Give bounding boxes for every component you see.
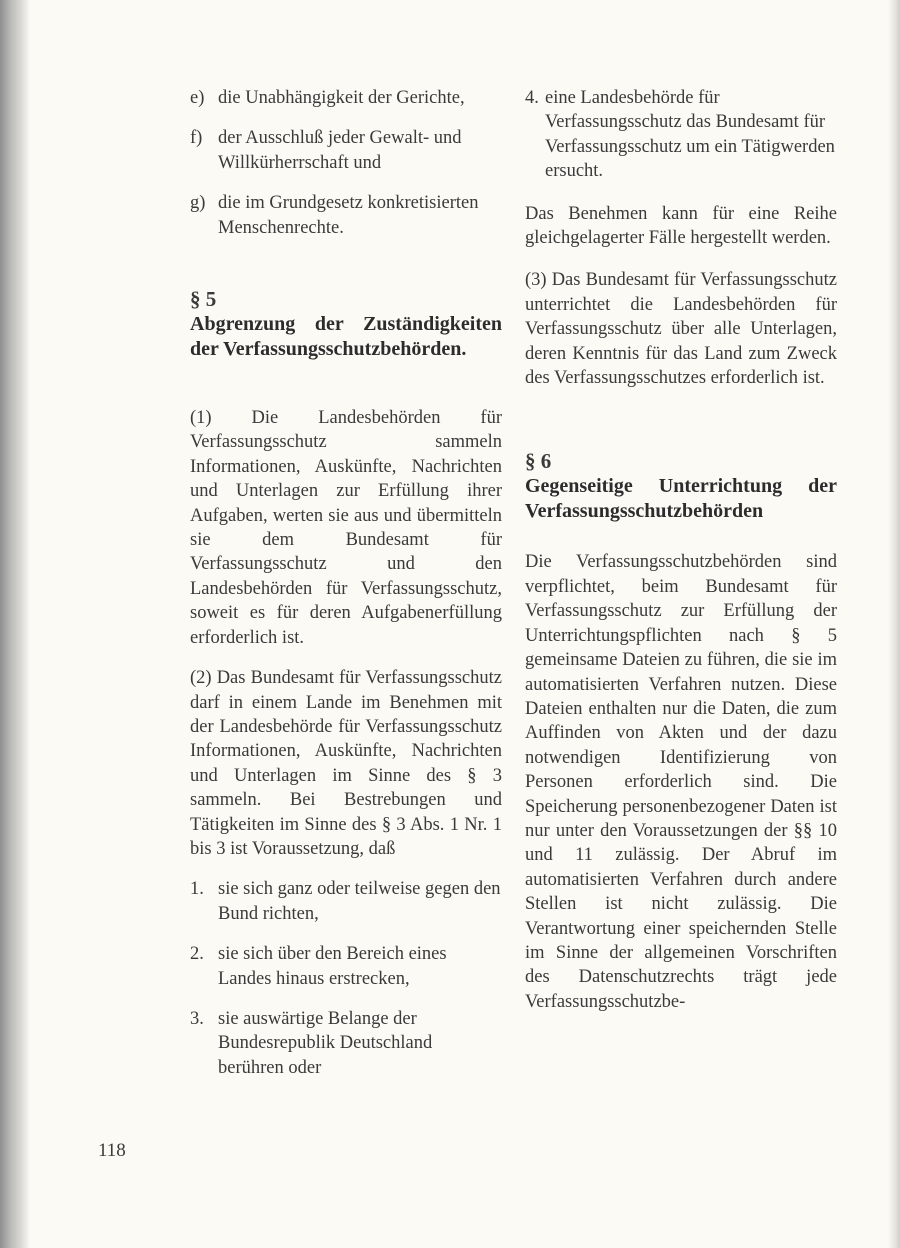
list-label: e)	[190, 88, 205, 108]
list-text: sie auswärtige Belange der Bundesrepublik Deutschland berühren oder	[218, 1008, 433, 1078]
list-item-1	[190, 877, 502, 926]
section-6-number: § 6	[525, 449, 552, 474]
page-binding-edge	[0, 0, 30, 1248]
list-item-g	[190, 191, 502, 240]
right-column	[525, 86, 837, 1014]
list-label: f)	[190, 128, 203, 149]
paragraph-benehmen: Das Benehmen kann für eine Reihe gleichgelagerter Fälle hergestellt werden.	[525, 203, 837, 249]
section-6-title: Gegenseitige Unterrichtung der Verfassungsschutzbehörden	[525, 475, 837, 523]
list-item-2	[190, 942, 502, 991]
paragraph-section-6: Die Verfassungsschutzbehörden sind verpflichtet, beim Bundesamt für Verfassungsschutz zur Erfüllung der Unterrichtungspflichten nach § 5 gemeinsame Dateien zu führen, die sie im automatisierten Verfahren nutzen. Diese Dateien enthalten nur die Daten, die zum Auffinden von Akten und der dazu notwendigen Identifizierung von Personen erforderlich sind. Die Speicherung personenbezogener Daten ist nur unter den Voraussetzungen der §§ 10 und 11 zulässig. Der Abruf im automatisierten Verfahren durch andere Stellen ist nicht zulässig. Die Verantwortung einer speichernden Stelle im Sinne der allgemeinen Vorschriften des Datenschutzrechts trägt jede Verfassungsschutzbe-	[525, 552, 837, 1012]
list-label: 1.	[190, 879, 204, 900]
paragraph-2: (2) Das Bundesamt für Verfassungsschutz darf in einem Lande im Benehmen mit der Landesbehörde für Verfassungsschutz Informationen, Auskünfte, Nachrichten und Unterlagen im Sinne des § 3 sammeln. Bei Bestrebungen und Tätigkeiten im Sinne des § 3 Abs. 1 Nr. 1 bis 3 ist Voraussetzung, daß	[190, 668, 502, 859]
paragraph-3: (3) Das Bundesamt für Verfassungsschutz unterrichtet die Landesbehörden für Verfassungsschutz über alle Unterlagen, deren Kenntnis für das Land zum Zweck des Verfassungsschutzes erforderlich ist.	[525, 270, 837, 389]
section-5-title: Abgrenzung der Zuständigkeiten der Verfassungsschutzbehörden.	[190, 313, 502, 361]
page-number: 118	[98, 1140, 126, 1161]
list-text: sie sich über den Bereich eines Landes hinaus erstrecken,	[218, 944, 447, 989]
list-item-f	[190, 126, 502, 175]
left-column	[190, 86, 502, 1080]
list-text: eine Landesbehörde für Verfassungsschutz das Bundesamt für Verfassungsschutz um ein Tätigwerden ersucht.	[545, 88, 835, 182]
list-item-4	[525, 86, 837, 184]
list-label: 2.	[190, 944, 204, 965]
list-label: g)	[190, 193, 206, 214]
list-text: sie sich ganz oder teilweise gegen den Bund richten,	[218, 879, 501, 924]
paragraph-1: (1) Die Landesbehörden für Verfassungsschutz sammeln Informationen, Auskünfte, Nachrichten und Unterlagen zur Erfüllung ihrer Aufgaben, werten sie aus und übermitteln sie dem Bundesamt für Verfassungsschutz und den Landesbehörden für Verfassungsschutz, soweit es für deren Aufgabenerfüllung erforderlich ist.	[190, 408, 502, 648]
list-text: der Ausschluß jeder Gewalt- und Willkürherrschaft und	[218, 128, 462, 173]
section-5-number: § 5	[190, 287, 217, 312]
list-text: die Unabhängigkeit der Gerichte,	[218, 88, 465, 108]
list-text: die im Grundgesetz konkretisierten Menschenrechte.	[218, 193, 479, 238]
list-item-3	[190, 1007, 502, 1080]
list-item-e	[190, 86, 502, 110]
page-right-edge	[888, 0, 900, 1248]
list-label: 4.	[525, 88, 539, 108]
list-label: 3.	[190, 1008, 204, 1029]
